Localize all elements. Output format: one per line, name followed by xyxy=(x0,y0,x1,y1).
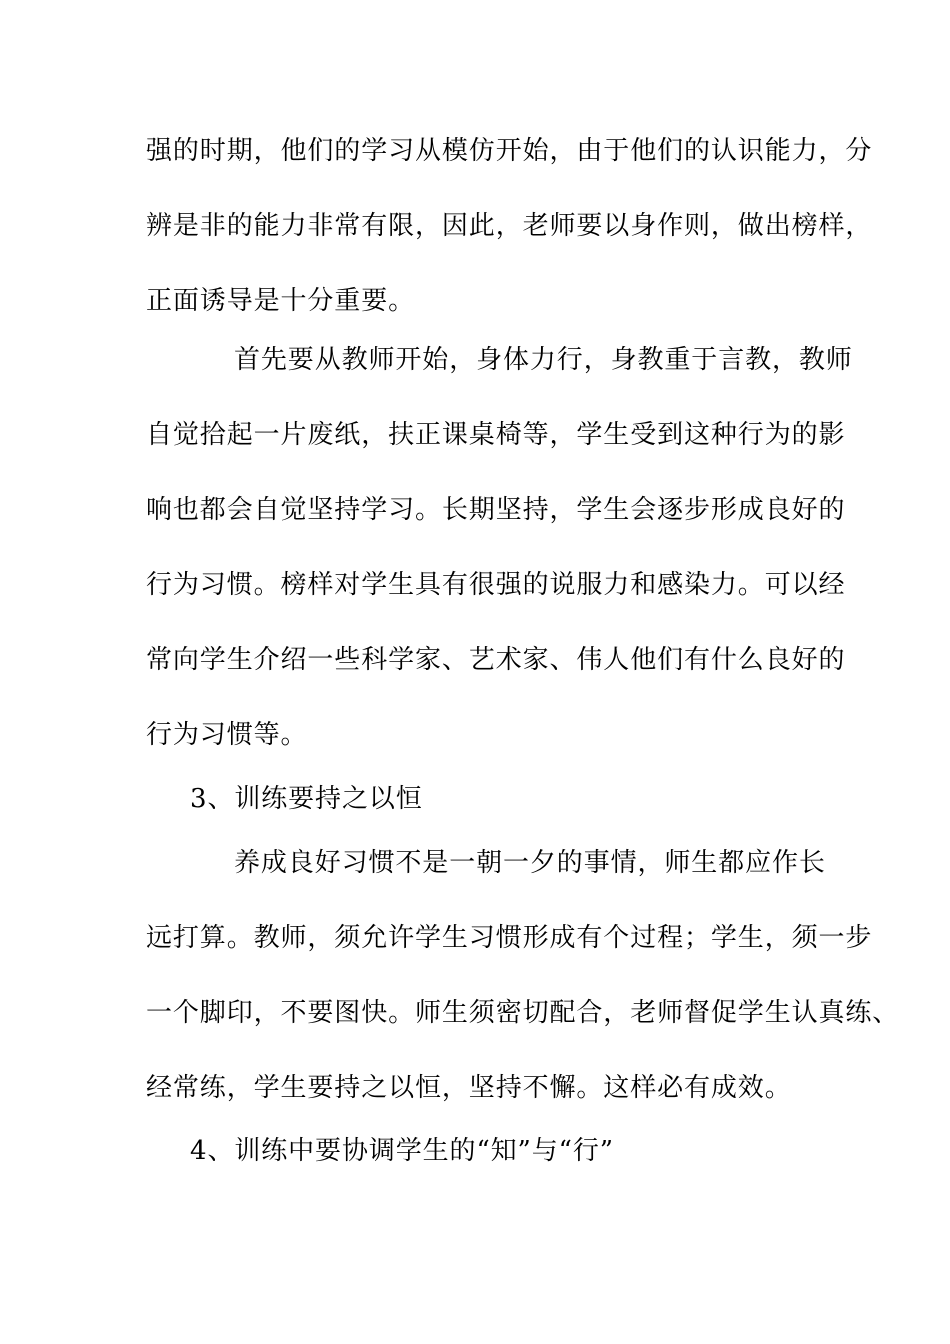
paragraph-line: 强的时期，他们的学习从模仿开始，由于他们的认识能力，分 xyxy=(146,136,873,166)
paragraph-line: 行为习惯等。 xyxy=(146,720,308,750)
paragraph-line: 养成良好习惯不是一朝一夕的事情，师生都应作长 xyxy=(234,848,826,878)
paragraph-line: 经常练，学生要持之以恒，坚持不懈。这样必有成效。 xyxy=(146,1073,792,1103)
section-heading-4: 4、训练中要协调学生的“知”与“行” xyxy=(190,1136,614,1166)
paragraph-line: 行为习惯。榜样对学生具有很强的说服力和感染力。可以经 xyxy=(146,570,846,600)
paragraph-line: 常向学生介绍一些科学家、艺术家、伟人他们有什么良好的 xyxy=(146,645,846,675)
paragraph-line: 远打算。教师，须允许学生习惯形成有个过程；学生，须一步 xyxy=(146,923,873,953)
paragraph-line: 辨是非的能力非常有限，因此，老师要以身作则，做出榜样， xyxy=(146,211,873,241)
paragraph-line: 自觉拾起一片废纸，扶正课桌椅等，学生受到这种行为的影 xyxy=(146,420,846,450)
paragraph-line: 响也都会自觉坚持学习。长期坚持，学生会逐步形成良好的 xyxy=(146,495,846,525)
paragraph-line: 一个脚印，不要图快。师生须密切配合，老师督促学生认真练、 xyxy=(146,998,900,1028)
section-heading-3: 3、训练要持之以恒 xyxy=(190,784,423,814)
paragraph-line: 正面诱导是十分重要。 xyxy=(146,286,416,316)
paragraph-line: 首先要从教师开始，身体力行，身教重于言教，教师 xyxy=(234,345,853,375)
